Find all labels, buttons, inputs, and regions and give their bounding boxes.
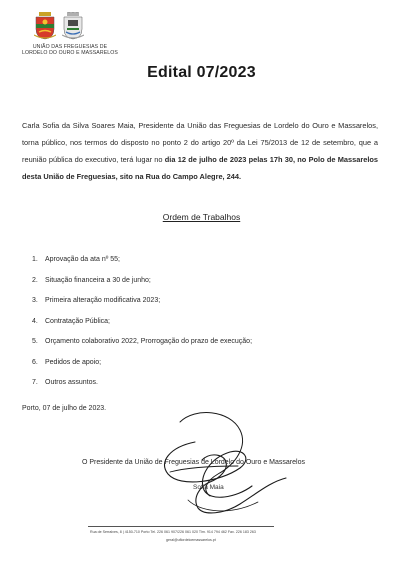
org-name	[20, 44, 120, 57]
footer-contact: Rua de Serralves, 8 | 4150-710 Porto Tel. 226 061 907/226 061 020 Tlm. 914 794 462 Fax. 226 183 263	[90, 530, 256, 534]
agenda-item-number: 5.	[32, 338, 38, 345]
signatory-name: Sofia Maia	[193, 484, 224, 491]
agenda-item-number: 1.	[32, 256, 38, 263]
agenda-title: Ordem de Trabalhos	[162, 212, 241, 222]
agenda-item	[32, 359, 252, 380]
agenda-item-text: Pedidos de apoio;	[45, 358, 102, 366]
agenda-item-number: 3.	[32, 297, 38, 304]
agenda-item	[32, 338, 252, 359]
place-date: Porto, 07 de julho de 2023.	[22, 405, 107, 412]
agenda-item-number: 7.	[32, 379, 38, 386]
agenda-item-text: Primeira alteração modificativa 2023;	[45, 297, 161, 304]
agenda-item	[32, 256, 252, 277]
signatory-title: O Presidente da União de Freguesias de Lordelo do Ouro e Massarelos	[82, 459, 305, 466]
agenda-item	[32, 297, 252, 318]
agenda-item-number: 6.	[32, 358, 38, 366]
agenda-item-text: Outros assuntos.	[45, 379, 98, 386]
intro-paragraph	[22, 117, 378, 185]
intro-bold-text: dia 12 de julho de 2023 pelas 17h 30, no Polo de Massarelos desta União de Freguesias, sito na Rua do Campo Alegre, 244.	[22, 155, 379, 181]
header	[20, 12, 124, 57]
agenda-item	[32, 379, 252, 400]
crest-massarelos-icon	[62, 12, 84, 40]
agenda-item-text: Contratação Pública;	[45, 317, 110, 325]
page-title: Edital 07/2023	[147, 64, 256, 81]
crest-lordelo-icon	[34, 12, 56, 40]
crests	[34, 12, 124, 40]
footer-divider	[88, 526, 274, 527]
agenda-item-text: Situação financeira a 30 de junho;	[45, 276, 151, 284]
agenda-item-number: 4.	[32, 317, 38, 325]
agenda-list	[32, 256, 252, 400]
org-name-line2: LORDELO DO OURO E MASSARELOS	[22, 50, 118, 57]
footer-email: geral@uflordeloemassarelos.pt	[166, 538, 216, 542]
agenda-item-number: 2.	[32, 276, 38, 284]
agenda-item	[32, 318, 252, 339]
agenda-item-text: Aprovação da ata nº 55;	[45, 256, 120, 263]
intro-text: Carla Sofia da Silva Soares Maia, Presidente da União das Freguesias de Lordelo do Ouro e Massarelos, torna público, nos termos do disposto no ponto 2 do artigo 20º da Lei 75/2013 de 12 de setembro, que a reunião pública do executivo, terá lugar no	[22, 121, 378, 164]
org-name-line1: UNIÃO DAS FREGUESIAS DE	[32, 44, 108, 50]
agenda-item	[32, 277, 252, 298]
agenda-item-text: Orçamento colaborativo 2022, Prorrogação do prazo de execução;	[45, 338, 253, 345]
